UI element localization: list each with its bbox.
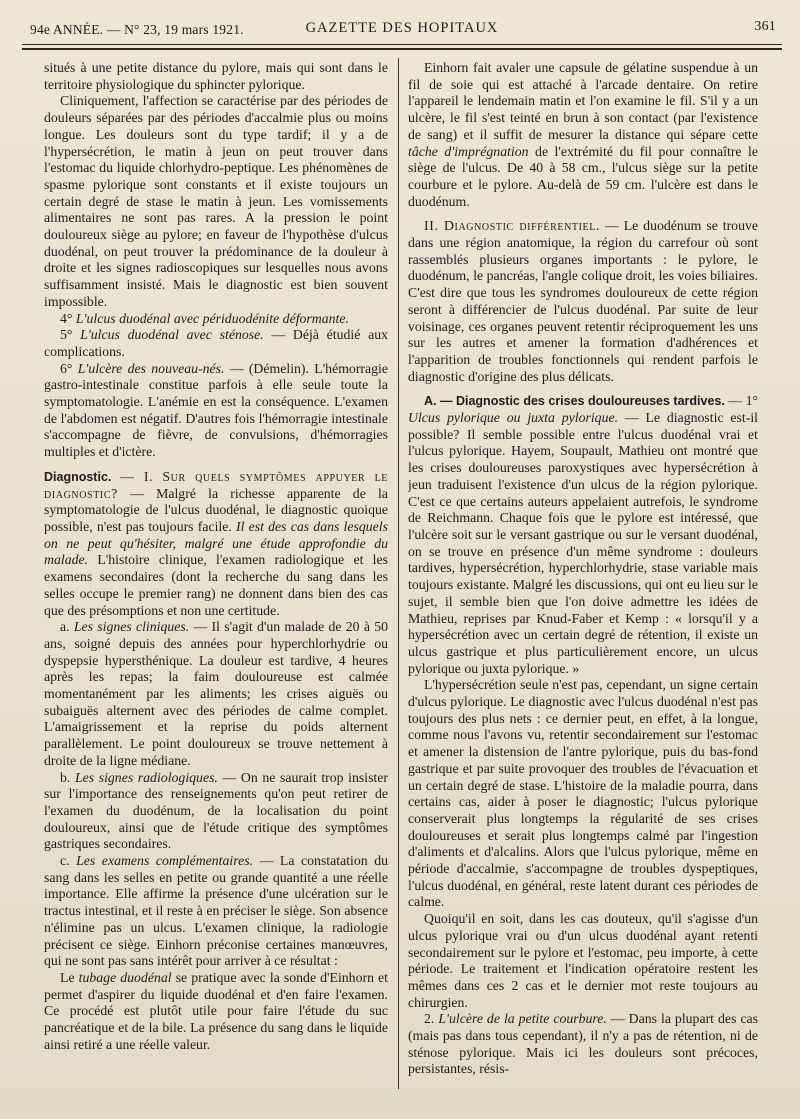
section-diagnostic: Diagnostic. — I. Sur quels symptômes appuyer le diagnostic? — Malgré la richesse apparente de la symptomatologie de l'ulcus duodénal, le diagnostic quoique possible, n'est pas toujours facile. Il est des cas dans lesquels on ne peut qu'hésiter, malgré une étude approfondie du malade. L'histoire clinique, l'examen radiologique et les examens secondaires (dont la recherche du sang dans les selles occupe le premier rang) ne donnent dans bien des cas que des présomptions et non une certitude. [44,468,388,618]
paragraph: situés à une petite distance du pylore, mais qui sont dans le territoire physiologique du sphincter pylorique. [44,60,388,92]
paragraph: Le tubage duodénal se pratique avec la sonde d'Einhorn et permet d'aspirer du liquide duodénal et d'en faire l'examen. Ce procédé est plutôt utile pour faire l'étude du suc pancréatique et de la bile. La présence du sang dans le liquide ainsi retiré a une réelle valeur. [44,969,388,1052]
issue-info: 94e ANNÉE. — N° 23, 19 mars 1921. [30,22,244,37]
section-heading: II. Diagnostic différentiel. [424,218,601,234]
subsection-radiological: b. Les signes radiologiques. — On ne saurait trop insister sur l'importance des renseignements qu'on peut retirer de l'examen du duodénum, de la localisation du point douloureux, ainsi que de l'étude critique des symptômes gastriques secondaires. [44,769,388,852]
list-item: 4° L'ulcus duodénal avec périduodénite déformante. [60,310,349,326]
section-heading: Diagnostic. [44,469,112,484]
subsection-late-pain: A. — Diagnostic des crises douloureuses tardives. — 1° Ulcus pylorique ou juxta pylorique. — Le diagnostic est-il possible? Il semble possible entre l'ulcus duodénal vrai et l'ulcus pylorique. Hayem, Soupault, Mathieu ont montré que les crises douloureuses paroxystiques avec hypersécrétion à jeun traduisent l'existence d'un ulcus de la région pylorique. C'est ce que certains auteurs appelaient autrefois, le syndrome de Reichmann. Chaque fois que le pylore est intéressé, que l'ulcère soit sur le versant gastrique ou sur le versant duodénal, on se trouve en présence d'un même syndrome : douleurs tardives, hypersécrétion, hyperchlorhydrie, stase variable mais toujours existante. Malgré les discussions, qui ont eu lieu sur le sujet, il semble bien que l'on doive admettre les idées de Mathieu, reprises par Knud-Faber et Kemp : « lorsqu'il y a hypersécrétion avec un certain degré de rétention, il existe un ulcus gastrique et plus particulièrement encore, un ulcus pylorique ou juxta pylorique. » [408,393,758,676]
list-item: 5° L'ulcus duodénal avec sténose. — Déjà étudié aux complications. [44,327,388,359]
journal-title: GAZETTE DES HOPITAUX [305,20,499,36]
subsection-clinical: a. Les signes cliniques. — Il s'agit d'un malade de 20 à 50 ans, soigné depuis des années pour hyperchlorhydrie ou dyspepsie hypersthénique. La douleur est tardive, 4 heures après les repas; la faim douloureuse est calmée momentanément par les aliments; les crises aiguës ou subaiguës alternent avec des périodes de calme complet. L'amaigrissement et la reprise du poids alternent parallèlement. Le point douloureux se trouve nettement à droite de la ligne médiane. [44,619,388,768]
paragraph: Cliniquement, l'affection se caractérise par des périodes de douleurs séparées par des périodes d'accalmie plus ou moins longue. Les douleurs sont du type tardif; il y a de l'hypersécrétion, le matin à jeun on peut trouver dans l'estomac du liquide chlorhydro-peptique. Les phénomènes de spasme pylorique sont constants et il existe toujours un certain degré de stase le matin à jeun. Les vomissements alimentaires ne sont pas rares. A la pression le point douloureux siège au pylore; en faveur de l'hypothèse d'ulcus duodénal, on peut trouver la prédominance de la douleur à droite et les signes radioscopiques sur lesquelles nous avons suffisamment insisté. Mais le diagnostic est bien souvent impossible. [44,93,388,309]
paragraph: L'hypersécrétion seule n'est pas, cependant, un signe certain d'ulcus pylorique. Le diagnostic avec l'ulcus duodénal n'est pas toujours des plus nets : ce dernier peut, en effet, à la longue, comme nous l'avons vu, retentir secondairement sur l'estomac et amener la distension de l'antre pylorique, puis du bas-fond gastrique et par suite provoquer des troubles de l'évacuation et un certain degré de stase. L'histoire de la maladie pourra, dans certains cas, aider à poser le diagnostic; l'ulcus pylorique conserverait plus longtemps la régularité de ses crises douloureuses et serait plus longtemps calmé par l'ingestion d'aliments et d'alcalins. Alors que l'ulcus pylorique, même en période d'accalmie, s'accompagne de troubles dyspeptiques, l'ulcus duodénal, en général, reste latent durant ces périodes de calme. [408,677,758,910]
page-header [22,14,782,46]
paragraph: Quoiqu'il en soit, dans les cas douteux, qu'il s'agisse d'un ulcus pylorique vrai ou d'un ulcus duodénal ayant retenti secondairement sur le pylore et l'estomac, peu importe, à cette période. Le traitement et l'indication opératoire restent les mêmes dans ces 2 cas et le dernier mot reste toujours au chirurgien. [408,911,758,1010]
page-number: 361 [754,19,776,34]
list-item: 6° L'ulcère des nouveau-nés. — (Démelin). L'hémorragie gastro-intestinale constitue parfois à elle seule toute la symptomatologie. L'anémie en est la conséquence. L'examen de l'abdomen est négatif. D'autres fois l'hémorragie intestinale s'accompagne de fièvre, de convulsions, d'hémorragies multiples et d'ictère. [44,360,388,460]
right-column [408,60,758,1097]
subsection-heading: A. — Diagnostic des crises douloureuses tardives. [424,394,725,409]
header-rule-bottom [22,48,782,50]
header-rule-top [22,44,782,45]
section-differential: II. Diagnostic différentiel. — Le duodénum se trouve dans une région anatomique, la région du carrefour où sont rassemblés plusieurs organes importants : le pylore, le duodénum, le pancréas, l'angle colique droit, les voies biliaires. C'est dire que tous les syndromes douloureux de cette région seront à différencier de l'ulcus duodénal. Par suite de leur voisinage, ces organes peuvent retentir réciproquement les uns sur les autres et amener la formation d'adhérences et l'apparition de troubles fonctionnels qui rendent parfois le diagnostic d'origine des plus délicats. [408,218,758,384]
left-column [44,60,388,1097]
column-divider [398,58,399,1089]
paragraph: Einhorn fait avaler une capsule de gélatine suspendue à un fil de soie qui est attaché à l'arcade dentaire. On retire l'appareil le lendemain matin et l'on examine le fil. S'il y a un ulcère, le fil s'est teinté en brun à son contact (par l'existence de sang) et il suffit de mesurer la distance qui sépare cette tâche d'imprégnation de l'extrémité du fil pour connaître le siège de l'ulcus. De 40 à 58 cm., l'ulcus siège sur la petite courbure et le pylore. Au-delà de 59 cm. l'ulcère est dans le duodénum. [408,60,758,209]
subsection-complementary: c. Les examens complémentaires. — La constatation du sang dans les selles en petite ou grande quantité a une réelle importance. Elle affirme la présence d'une ulcération sur le tractus intestinal, et il reste à en préciser le siège. Son absence n'élimine pas un ulcus. L'examen clinique, la radiologie précisent ce siège. Einhorn préconise certaines manœuvres, qui ne sont pas sans intérêt pour arriver à ce résultat : [44,853,388,969]
list-item: 2. L'ulcère de la petite courbure. — Dans la plupart des cas (mais pas dans tous cependant), il n'y a pas de rétention, ni de sténose pylorique. Mais ici les douleurs sont précoces, persistantes, résis- [408,1011,758,1077]
